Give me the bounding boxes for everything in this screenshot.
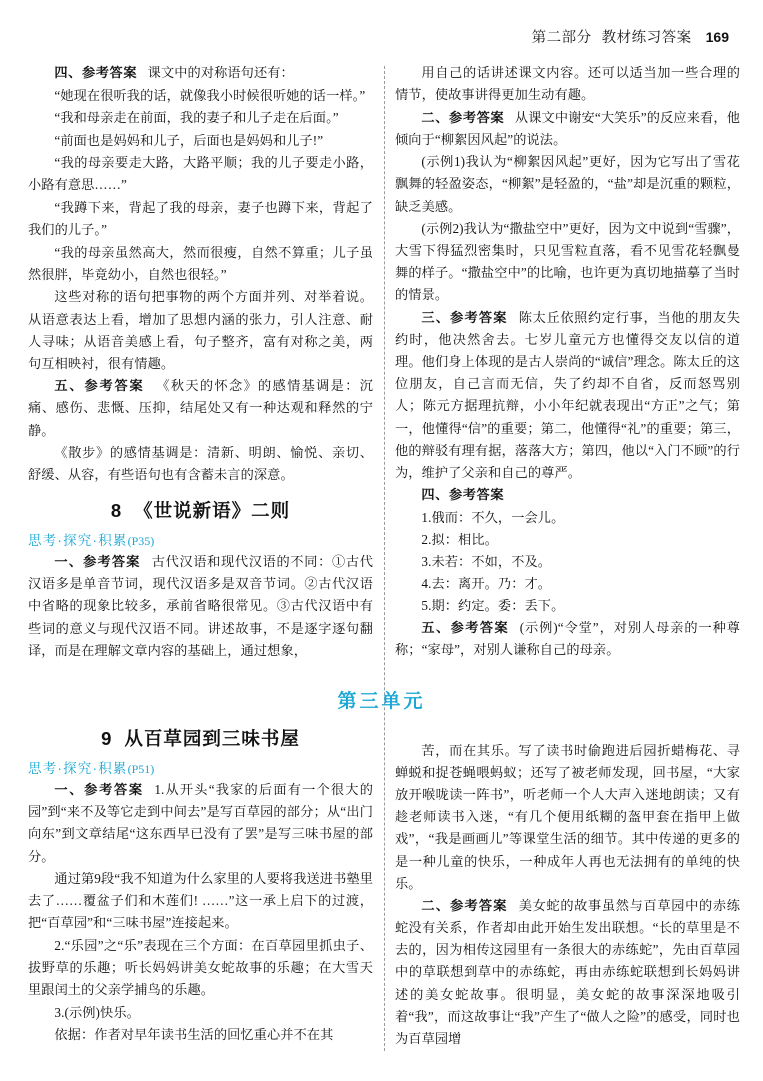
lesson-title-text: 《世说新语》二则: [134, 500, 291, 522]
paragraph: [395, 307, 740, 484]
list-item: 5.期：约定。委：丢下。: [421, 598, 565, 614]
paragraph-text: 1.从开头“我家的后面有一个很大的园”到“来不及等它走到中间去”是写百草园的部分；从“出门向东”到文章结尾“这东西早已没有了罢”是写三味书屋的部分。: [28, 782, 373, 864]
header-section-title: 教材练习答案: [601, 30, 692, 46]
paragraph: 通过第9段“我不知道为什么家里的人要将我送进书塾里去了……覆盆子们和木莲们! ……”这一承上启下的过渡，把“百草园”和“三味书屋”连接起来。: [28, 871, 373, 931]
paragraph: 这些对称的语句把事物的两个方面并列、对举着说。从语意表达上看，增加了思想内涵的张力，引人注意、耐人寻味；从语音美感上看，句子整齐，富有对称之美，两句互相映衬，很有情趣。: [28, 289, 373, 371]
page-number: 169: [705, 29, 729, 45]
paragraph: [28, 62, 373, 84]
paragraph: 《散步》的感情基调是：清新、明朗、愉悦、亲切、舒缓、从容，有些语句也有含蓄未言的深意。: [28, 445, 373, 483]
paragraph-text: 课文中的对称语句还有：: [147, 65, 294, 80]
paragraph: [28, 375, 373, 441]
answer-lead-label: 四、参考答案: [421, 487, 505, 503]
answer-lead-label: 二、参考答案: [421, 109, 505, 125]
answer-lead-label: 一、参考答案: [54, 782, 144, 798]
page-header: [0, 26, 729, 47]
paragraph-text: 从课文中谢安“大笑乐”的反应来看，他倾向于“柳絮因风起”的说法。: [395, 109, 740, 147]
paragraph: (示例1)我认为“柳絮因风起”更好，因为它写出了雪花飘舞的轻盈姿态，“柳絮”是轻盈的，“盐”却是沉重的颗粒，缺乏美感。: [395, 154, 740, 214]
paragraph: (示例2)我认为“撒盐空中”更好，因为文中说到“雪骤”，大雪下得猛烈密集时，只见雪粒直落，看不见雪花轻飘曼舞的样子。“撒盐空中”的比喻，也许更为真切地描摹了当时的情景。: [395, 221, 740, 303]
lesson-number: 9: [101, 728, 113, 750]
paragraph: 依据：作者对早年读书生活的回忆重心并不在其: [54, 1027, 334, 1043]
paragraph-text: (示例)“令堂”，对别人母亲的一种尊称；“家母”，对别人谦称自己的母亲。: [395, 620, 740, 658]
paragraph: 2.“乐园”之“乐”表现在三个方面：在百草园里抓虫子、拔野草的乐趣；听长妈妈讲美女蛇故事的乐趣；在大雪天里跟闰土的父亲学捕鸟的乐趣。: [28, 937, 373, 998]
paragraph: “我的母亲要走大路，大路平顺；我的儿子要走小路，小路有意思……”: [28, 155, 373, 193]
header-part-label: 第二部分: [531, 30, 592, 46]
lesson-heading-9: [28, 725, 373, 751]
list-item: 2.拟：相比。: [421, 531, 498, 547]
paragraph: 3.(示例)快乐。: [54, 1004, 140, 1020]
paragraph: [28, 779, 373, 867]
paragraph-text: 陈太丘依照约定行事，当他的朋友失约时，他决然舍去。七岁儿童元方也懂得交友以信的道理。他们身上体现的是古人崇尚的“诚信”理念。陈太丘的这位朋友，自己言而无信，失了约却不自省，反而怒骂别人；陈元方据理抗辩，小小年纪就表现出“方正”之气；第一，他懂得“信”的重要；第二，他懂得“礼”的重要；第三，他的辩驳有理有据，落落大方；第四，他以“入门不顾”的行为，维护了父亲和自己的尊严。: [395, 310, 740, 480]
left-column: [28, 62, 373, 1047]
lesson-heading-8: [28, 497, 373, 523]
column-divider: [384, 66, 385, 1051]
lesson-number: 8: [110, 500, 123, 522]
paragraph: [395, 895, 740, 1050]
answer-lead-label: 五、参考答案: [421, 620, 510, 636]
right-column: [395, 62, 740, 1050]
paragraph: “我蹲下来，背起了我的母亲，妻子也蹲下来，背起了我们的儿子。”: [28, 200, 373, 238]
subhead-label: 思考·探究·积累: [28, 533, 128, 549]
list-item: 4.去：离开。乃：才。: [421, 576, 552, 592]
answer-lead-label: 三、参考答案: [421, 310, 508, 326]
paragraph: 用自己的话讲述课文内容。还可以适当加一些合理的情节，使故事讲得更加生动有趣。: [395, 65, 740, 103]
paragraph-text: 古代汉语和现代汉语的不同：①古代汉语多是单音节词，现代汉语多是双音节词。②古代汉语中省略的现象比较多，承前省略很常见。③古代汉语中有些词的意义与现代汉语不同。讲述故事，不是逐字逐句翻译，而是在理解文章内容的基础上，通过想象，: [28, 554, 373, 658]
lesson-9-subhead: [28, 757, 373, 777]
paragraph: 苦，而在其乐。写了读书时偷跑进后园折蜡梅花、寻蝉蜕和捉苍蝇喂蚂蚁；还写了被老师发现，回书屋，“大家放开喉咙读一阵书”，听老师一个人大声入迷地朗读；又有趁老师读书入迷，“有几个便用纸糊的盔甲套在指甲上做戏”，“我是画画儿”等课堂生活的细节。其中传递的更多的是一种儿童的快乐，一种成年人再也无法拥有的单纯的快乐。: [395, 743, 740, 891]
answer-lead-label: 五、参考答案: [54, 378, 145, 394]
list-item: 1.俄而：不久，一会儿。: [421, 509, 565, 525]
paragraph: [395, 484, 740, 506]
answer-lead-label: 一、参考答案: [54, 554, 141, 570]
paragraph-text: 美女蛇的故事虽然与百草园中的赤练蛇没有关系，作者却由此开始生发出联想。“长的草里是不去的，因为相传这园里有一条很大的赤练蛇”，先由百草园中的草联想到草中的赤练蛇，再由赤练蛇联想到长妈妈讲述的美女蛇故事。很明显，美女蛇的故事深深地吸引着“我”，而这故事让“我”产生了“做人之险”的感受，同时也为百草园增: [395, 898, 740, 1046]
lesson-title-text: 从百草园到三味书屋: [124, 728, 300, 750]
subhead-page-ref: (P35): [127, 534, 155, 549]
paragraph: “我和母亲走在前面，我的妻子和儿子走在后面。”: [54, 110, 339, 126]
paragraph: “前面也是妈妈和儿子，后面也是妈妈和儿子!”: [54, 132, 324, 148]
lesson-8-subhead: [28, 529, 373, 549]
paragraph: “她现在很听我的话，就像我小时候很听她的话一样。”: [54, 87, 366, 103]
paragraph: [395, 107, 740, 151]
paragraph: “我的母亲虽然高大，然而很瘦，自然不算重；儿子虽然很胖，毕竟幼小，自然也很轻。”: [28, 244, 373, 282]
paragraph-text: 《秋天的怀念》的感情基调是：沉痛、感伤、悲慨、压抑，结尾处又有一种达观和释然的宁静。: [28, 378, 374, 438]
paragraph: [395, 617, 740, 661]
paragraph: [28, 551, 373, 661]
page-body: [28, 62, 739, 1062]
list-item: 3.未若：不如，不及。: [421, 554, 552, 570]
answer-lead-label: 四、参考答案: [54, 65, 138, 80]
subhead-label: 思考·探究·积累: [28, 761, 128, 777]
subhead-page-ref: (P51): [127, 762, 155, 777]
answer-lead-label: 二、参考答案: [421, 898, 508, 914]
unit-banner: 第三单元: [337, 691, 426, 712]
